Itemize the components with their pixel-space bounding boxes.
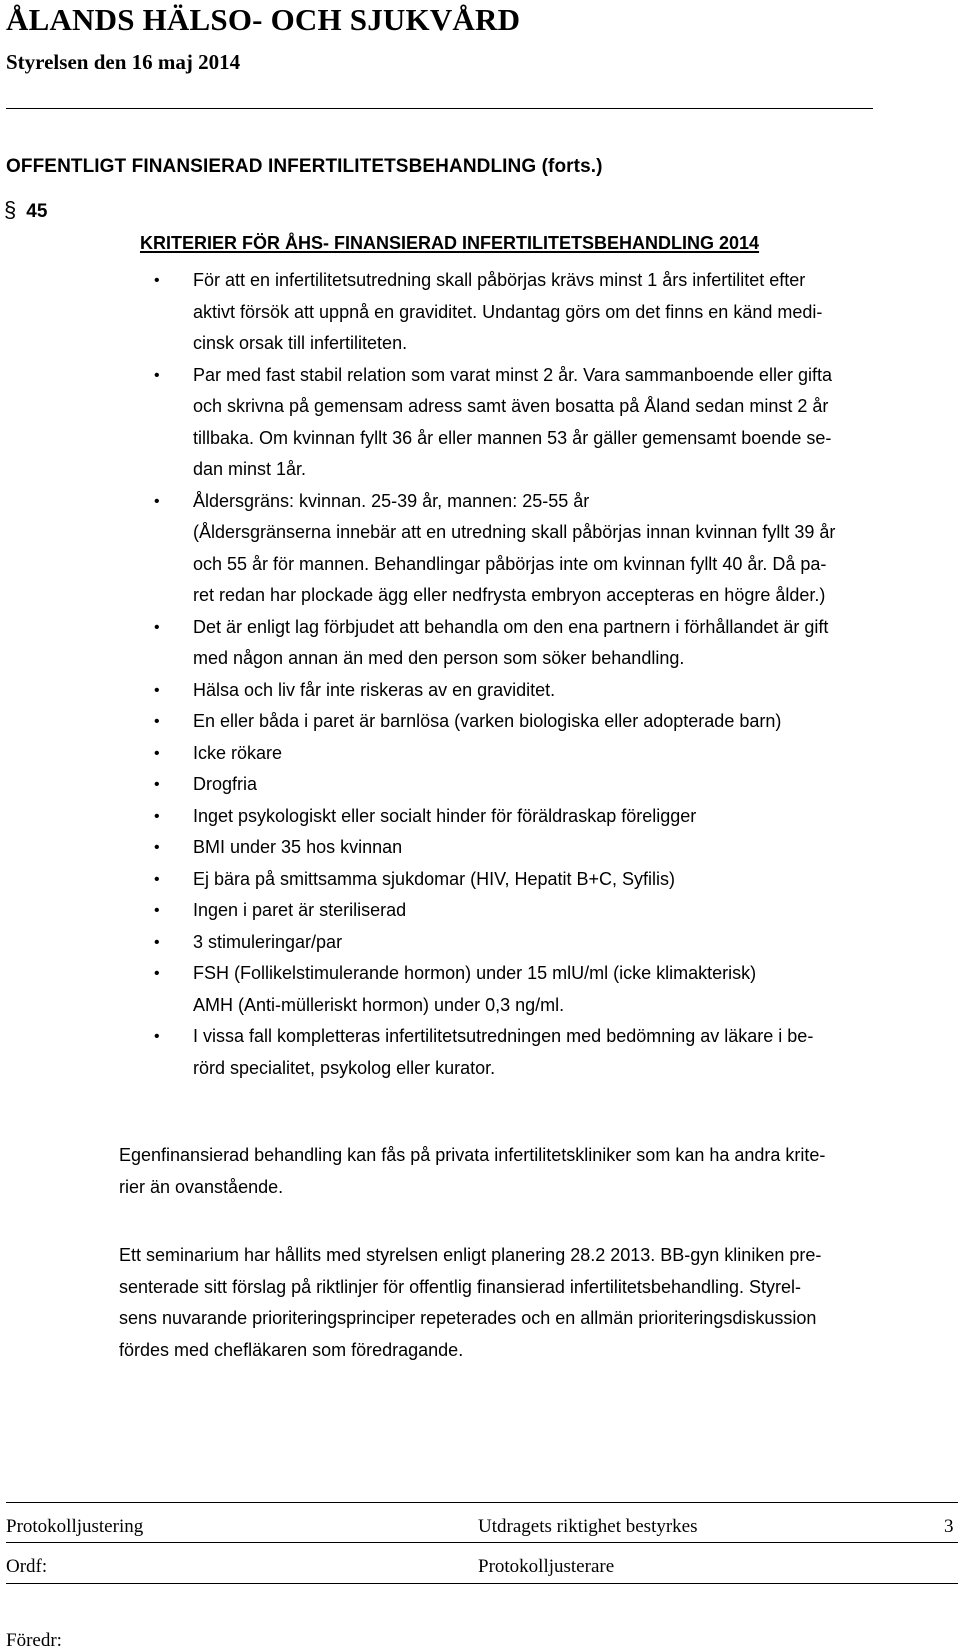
footer-divider <box>6 1542 958 1543</box>
note-text-line: rier än ovanstående. <box>119 1176 284 1197</box>
criteria-text-line: BMI under 35 hos kvinnan <box>193 837 403 857</box>
criteria-item <box>0 265 923 360</box>
criteria-item <box>0 1021 923 1084</box>
criteria-list <box>0 265 960 1084</box>
criteria-text-line: Par med fast stabil relation som varat minst 2 år. Vara sammanboende eller gifta <box>193 364 832 385</box>
criteria-text-line: rörd specialitet, psykolog eller kurator. <box>193 1057 496 1078</box>
criteria-item <box>0 895 923 927</box>
criteria-text-line: Hälsa och liv får inte riskeras av en graviditet. <box>193 679 556 700</box>
footer-certification: Utdragets riktighet bestyrkes <box>478 1516 698 1537</box>
criteria-text-line: (Åldersgränserna innebär att en utredning skall påbörjas innan kvinnan fyllt 39 år <box>193 522 836 542</box>
criteria-heading: KRITERIER FÖR ÅHS- FINANSIERAD INFERTILITETSBEHANDLING 2014 <box>140 233 760 253</box>
criteria-text-line: Ingen i paret är steriliserad <box>193 900 407 920</box>
bullet-icon: • <box>154 1028 160 1045</box>
criteria-text-line: Icke rökare <box>193 742 283 763</box>
header-divider <box>6 108 873 109</box>
note-text-line: Ett seminarium har hållits med styrelsen enligt planering 28.2 2013. BB-gyn kliniken pre- <box>119 1245 822 1265</box>
bullet-icon: • <box>154 713 160 730</box>
criteria-text-line: och skrivna på gemensam adress samt även bosatta på Åland sedan minst 2 år <box>193 396 829 416</box>
criteria-text-line: FSH (Follikelstimulerande hormon) under 15 mlU/ml (icke klimakterisk) <box>193 963 757 983</box>
bullet-icon: • <box>154 776 160 793</box>
footer-protocol-review: Protokolljustering <box>6 1516 144 1537</box>
footer-chair-label: Ordf: <box>6 1556 48 1577</box>
paragraph-sign-icon: § <box>4 197 17 222</box>
section-heading: OFFENTLIGT FINANSIERAD INFERTILITETSBEHANDLING (forts.) <box>6 156 603 177</box>
criteria-text-line: I vissa fall kompletteras infertilitetsutredningen med bedömning av läkare i be- <box>193 1026 814 1046</box>
criteria-text-line: AMH (Anti-mülleriskt hormon) under 0,3 ng/ml. <box>193 994 565 1015</box>
criteria-item <box>0 958 923 1021</box>
criteria-text-line: Drogfria <box>193 774 258 794</box>
bullet-icon: • <box>154 681 160 699</box>
bullet-icon: • <box>154 744 160 762</box>
page-number: 3 <box>944 1516 954 1537</box>
footer-divider <box>6 1502 958 1503</box>
criteria-text-line: Ej bära på smittsamma sjukdomar (HIV, Hepatit B+C, Syfilis) <box>193 868 675 889</box>
criteria-item <box>0 738 923 770</box>
criteria-item <box>0 360 923 486</box>
criteria-item <box>0 769 923 801</box>
criteria-text-line: aktivt försök att uppnå en graviditet. Undantag görs om det finns en känd medi- <box>193 301 823 322</box>
criteria-item <box>0 706 923 738</box>
criteria-text-line: dan minst 1år. <box>193 459 307 479</box>
criteria-text-line: För att en infertilitetsutredning skall påbörjas krävs minst 1 års infertilitet efter <box>193 270 806 290</box>
bullet-icon: • <box>154 272 160 289</box>
footer-presenter-label: Föredr: <box>6 1630 62 1651</box>
paragraph-number-value: 45 <box>26 201 48 222</box>
bullet-icon: • <box>154 902 160 919</box>
criteria-text-line: 3 stimuleringar/par <box>193 931 343 952</box>
criteria-item <box>0 801 923 833</box>
paragraph-number <box>4 197 47 223</box>
organization-title: ÅLANDS HÄLSO- OCH SJUKVÅRD <box>6 2 521 37</box>
bullet-icon: • <box>154 807 160 825</box>
criteria-text-line: ret redan har plockade ägg eller nedfrysta embryon accepteras en högre ålder.) <box>193 585 826 605</box>
footer-divider <box>6 1583 958 1584</box>
bullet-icon: • <box>154 366 160 384</box>
criteria-text-line: cinsk orsak till infertiliteten. <box>193 333 408 353</box>
criteria-item <box>0 486 923 612</box>
criteria-text-line: Det är enligt lag förbjudet att behandla om den ena partnern i förhållandet är gift <box>193 616 829 637</box>
criteria-text-line: tillbaka. Om kvinnan fyllt 36 år eller mannen 53 år gäller gemensamt boende se- <box>193 427 832 448</box>
note-text-line: Egenfinansierad behandling kan fås på privata infertilitetskliniker som kan ha andra krite- <box>119 1145 826 1165</box>
criteria-item <box>0 675 923 707</box>
criteria-text-line: Inget psykologiskt eller socialt hinder för föräldraskap föreligger <box>193 805 697 826</box>
self-financed-note <box>119 1140 825 1203</box>
criteria-text-line: En eller båda i paret är barnlösa (varken biologiska eller adopterade barn) <box>193 711 782 731</box>
note-text-line: fördes med chefläkaren som föredragande. <box>119 1339 464 1360</box>
bullet-icon: • <box>154 492 160 510</box>
bullet-icon: • <box>154 839 160 856</box>
note-text-line: sens nuvarande prioriteringsprinciper repeterades och en allmän prioriteringsdiskussion <box>119 1308 817 1328</box>
criteria-text-line: och 55 år för mannen. Behandlingar påbörjas inte om kvinnan fyllt 40 år. Då pa- <box>193 553 827 574</box>
note-text-line: senterade sitt förslag på riktlinjer för offentlig finansierad infertilitetsbehandling. Styrel- <box>119 1276 802 1297</box>
bullet-icon: • <box>154 618 160 636</box>
criteria-item <box>0 927 923 959</box>
meeting-date: Styrelsen den 16 maj 2014 <box>6 50 241 74</box>
bullet-icon: • <box>154 965 160 982</box>
footer-reviewers-label: Protokolljusterare <box>478 1556 615 1577</box>
criteria-item <box>0 832 923 864</box>
criteria-text-line: Åldersgräns: kvinnan. 25-39 år, mannen: 25-55 år <box>193 490 590 511</box>
criteria-item <box>0 864 923 896</box>
bullet-icon: • <box>154 933 160 951</box>
criteria-item <box>0 612 923 675</box>
seminar-note <box>119 1240 821 1366</box>
bullet-icon: • <box>154 870 160 888</box>
criteria-text-line: med någon annan än med den person som söker behandling. <box>193 648 685 668</box>
